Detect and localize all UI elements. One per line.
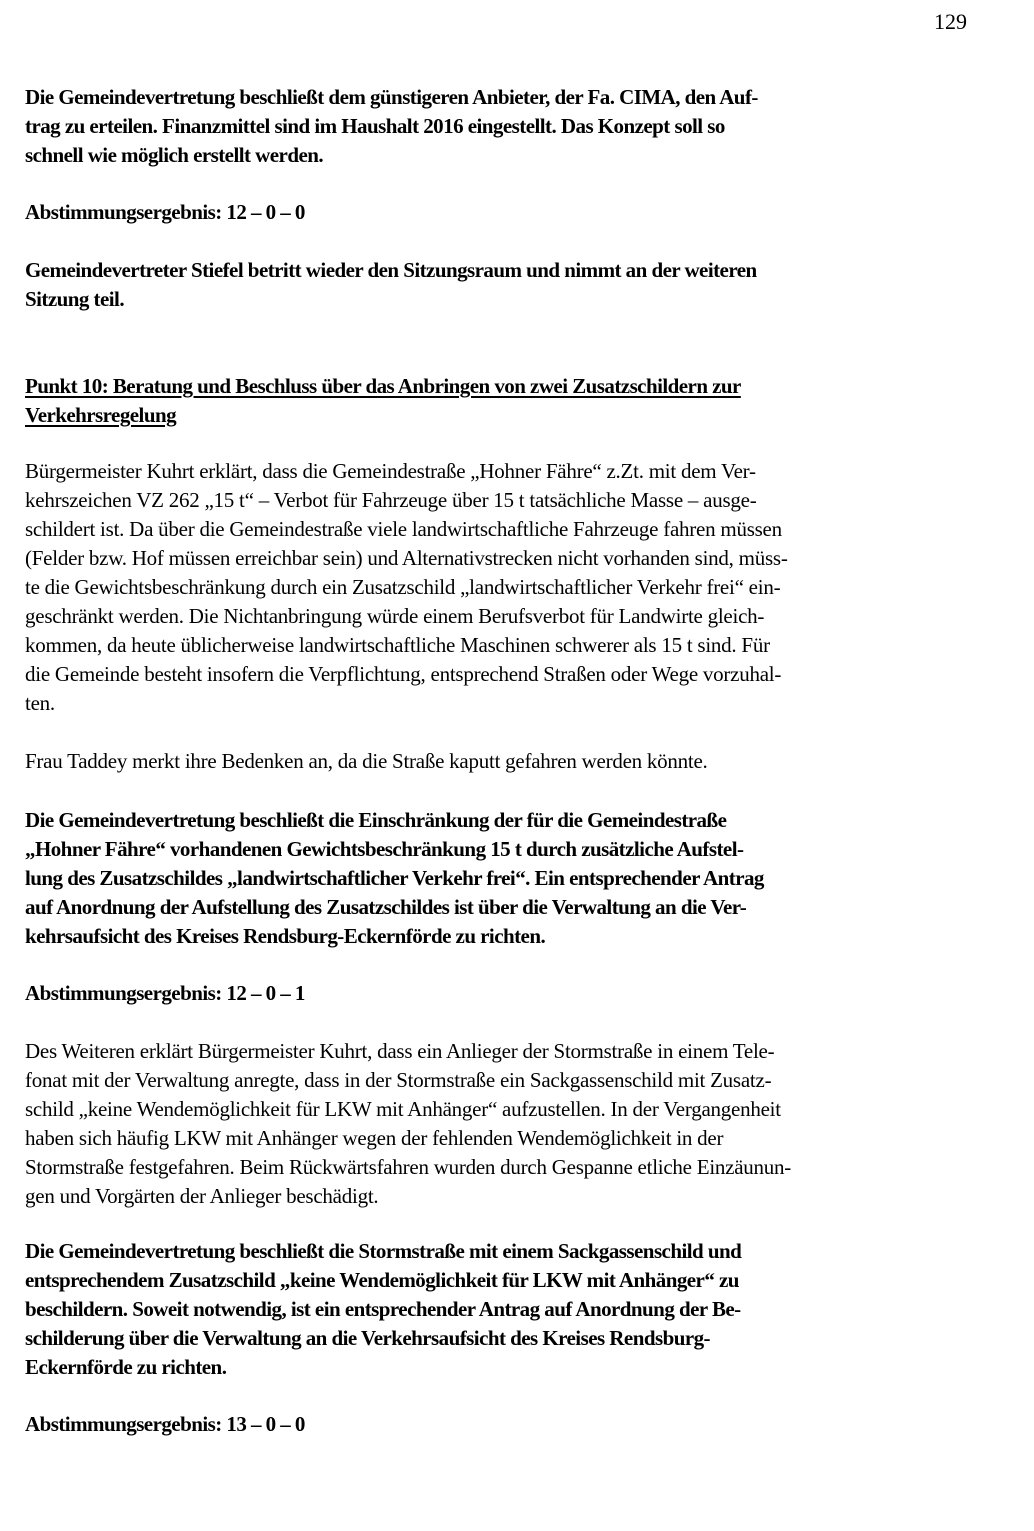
text-line: entsprechendem Zusatzschild „keine Wendemöglichkeit für LKW mit Anhänger“ zu [25,1268,739,1292]
text-line: Abstimmungsergebnis: 12 – 0 – 0 [25,200,305,224]
heading-line: Punkt 10: Beratung und Beschluss über das Anbringen von zwei Zusatzschildern zur [25,374,741,398]
section-heading-punkt-10 [25,372,985,430]
text-line: Gemeindevertreter Stiefel betritt wieder den Sitzungsraum und nimmt an der weiteren [25,258,757,282]
text-line: Eckernförde zu richten. [25,1355,227,1379]
text-line: lung des Zusatzschildes „landwirtschaftlicher Verkehr frei“. Ein entsprechender Antrag [25,866,764,890]
text-line: Frau Taddey merkt ihre Bedenken an, da die Straße kaputt gefahren werden könnte. [25,749,708,773]
text-line: die Gemeinde besteht insofern die Verpflichtung, entsprechend Straßen oder Wege vorzuhal- [25,662,782,686]
text-line: Abstimmungsergebnis: 12 – 0 – 1 [25,981,305,1005]
text-line: (Felder bzw. Hof müssen erreichbar sein) und Alternativstrecken nicht vorhanden sind, müss- [25,546,788,570]
paragraph-kuhrt-hohner-faehre [25,457,985,718]
resolution-hohner-faehre [25,806,985,951]
text-line: geschränkt werden. Die Nichtanbringung würde einem Berufsverbot für Landwirte gleich- [25,604,765,628]
vote-result [25,1410,985,1439]
text-line: Stormstraße festgefahren. Beim Rückwärtsfahren wurden durch Gespanne etliche Einzäunun- [25,1155,792,1179]
text-line: „Hohner Fähre“ vorhandenen Gewichtsbeschränkung 15 t durch zusätzliche Aufstel- [25,837,744,861]
resolution-stormstrasse [25,1237,985,1382]
text-line: te die Gewichtsbeschränkung durch ein Zusatzschild „landwirtschaftlicher Verkehr frei“ ein- [25,575,781,599]
resolution-cima [25,83,985,170]
page-number: 129 [934,9,967,34]
text-line: Des Weiteren erklärt Bürgermeister Kuhrt, dass ein Anlieger der Stormstraße in einem Tele- [25,1039,775,1063]
text-line: Abstimmungsergebnis: 13 – 0 – 0 [25,1412,305,1436]
text-line: Die Gemeindevertretung beschließt dem günstigeren Anbieter, der Fa. CIMA, den Auf- [25,85,758,109]
text-line: haben sich häufig LKW mit Anhänger wegen der fehlenden Wendemöglichkeit in der [25,1126,724,1150]
note-stiefel [25,256,985,314]
text-line: schilderung über die Verwaltung an die Verkehrsaufsicht des Kreises Rendsburg- [25,1326,710,1350]
text-line: schild „keine Wendemöglichkeit für LKW mit Anhänger“ aufzustellen. In der Vergangenheit [25,1097,781,1121]
text-line: schnell wie möglich erstellt werden. [25,143,324,167]
text-line: Die Gemeindevertretung beschließt die Stormstraße mit einem Sackgassenschild und [25,1239,742,1263]
text-line: beschildern. Soweit notwendig, ist ein entsprechender Antrag auf Anordnung der Be- [25,1297,741,1321]
text-line: kehrszeichen VZ 262 „15 t“ – Verbot für Fahrzeuge über 15 t tatsächliche Masse – ausge- [25,488,757,512]
vote-result [25,198,985,227]
text-line: Sitzung teil. [25,287,125,311]
heading-line: Verkehrsregelung [25,403,177,427]
text-line: auf Anordnung der Aufstellung des Zusatzschildes ist über die Verwaltung an die Ver- [25,895,747,919]
text-line: Die Gemeindevertretung beschließt die Einschränkung der für die Gemeindestraße [25,808,727,832]
paragraph-kuhrt-stormstrasse [25,1037,985,1211]
text-line: schildert ist. Da über die Gemeindestraße viele landwirtschaftliche Fahrzeuge fahren müssen [25,517,782,541]
text-line: kommen, da heute üblicherweise landwirtschaftliche Maschinen schwerer als 15 t sind. Für [25,633,770,657]
text-line: Bürgermeister Kuhrt erklärt, dass die Gemeindestraße „Hohner Fähre“ z.Zt. mit dem Ver- [25,459,756,483]
text-line: ten. [25,691,55,715]
text-line: fonat mit der Verwaltung anregte, dass in der Stormstraße ein Sackgassenschild mit Zusatz- [25,1068,772,1092]
text-line: kehrsaufsicht des Kreises Rendsburg-Eckernförde zu richten. [25,924,546,948]
vote-result [25,979,985,1008]
text-line: gen und Vorgärten der Anlieger beschädigt. [25,1184,379,1208]
paragraph-taddey [25,747,985,776]
text-line: trag zu erteilen. Finanzmittel sind im Haushalt 2016 eingestellt. Das Konzept soll so [25,114,725,138]
